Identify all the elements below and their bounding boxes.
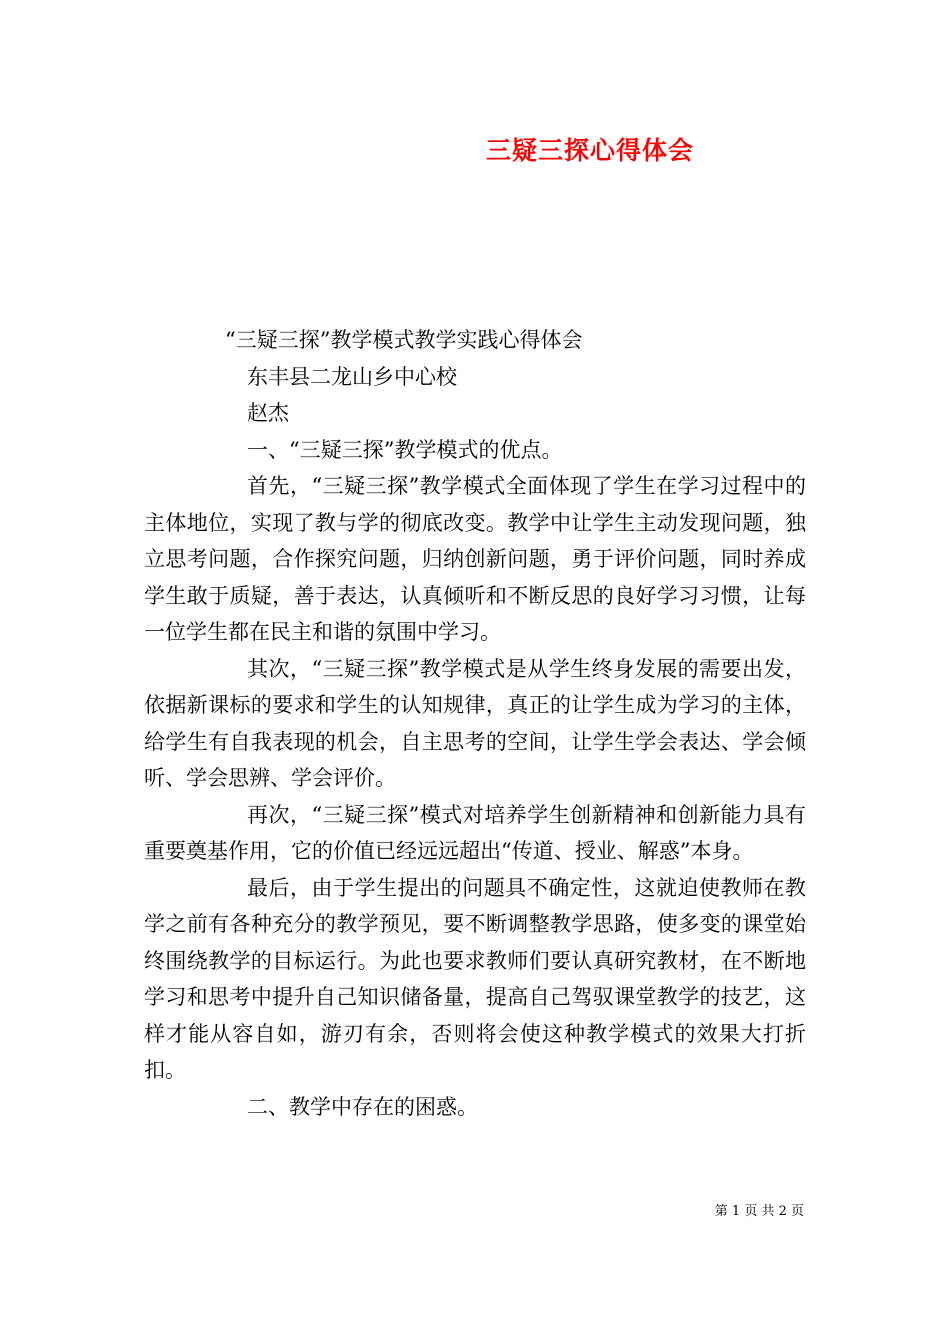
document-body [144, 322, 806, 1125]
page-number: 第 1 页 共 2 页 [714, 1204, 804, 1219]
paragraph-4: 最后，由于学生提出的问题具不确定性，这就迫使教师在教学之前有各种充分的教学预见，要不断调整教学思路，使多变的课堂始终围绕教学的目标运行。为此也要求教师们要认真研究教材，在不断地学习和思考中提升自己知识储备量，提高自己驾驭课堂教学的技艺，这样才能从容自如，游刃有余，否则将会使这种教学模式的效果大打折扣。 [144, 875, 806, 1082]
paragraph-2: 其次，“三疑三探”教学模式是从学生终身发展的需要出发，依据新课标的要求和学生的认知规律，真正的让学生成为学习的主体，给学生有自我表现的机会，自主思考的空间，让学生学会表达、学会倾听、学会思辨、学会评价。 [144, 656, 806, 790]
document-title: 三疑三探心得体会 [485, 136, 694, 165]
section-heading-1: 一、“三疑三探”教学模式的优点。 [247, 437, 563, 462]
paragraph-3: 再次，“三疑三探”模式对培养学生创新精神和创新能力具有重要奠基作用，它的价值已经远远超出“传道、授业、解惑”本身。 [144, 802, 806, 863]
paragraph-1: 首先，“三疑三探”教学模式全面体现了学生在学习过程中的主体地位，实现了教与学的彻底改变。教学中让学生主动发现问题，独立思考问题，合作探究问题，归纳创新问题，勇于评价问题，同时养成学生敢于质疑，善于表达，认真倾听和不断反思的良好学习习惯，让每一位学生都在民主和谐的氛围中学习。 [144, 474, 806, 644]
document-subtitle: “三疑三探”教学模式教学实践心得体会 [225, 328, 583, 352]
section-heading-2: 二、教学中存在的困惑。 [247, 1094, 478, 1119]
author-name: 赵杰 [247, 401, 289, 425]
school-name: 东丰县二龙山乡中心校 [247, 364, 457, 389]
